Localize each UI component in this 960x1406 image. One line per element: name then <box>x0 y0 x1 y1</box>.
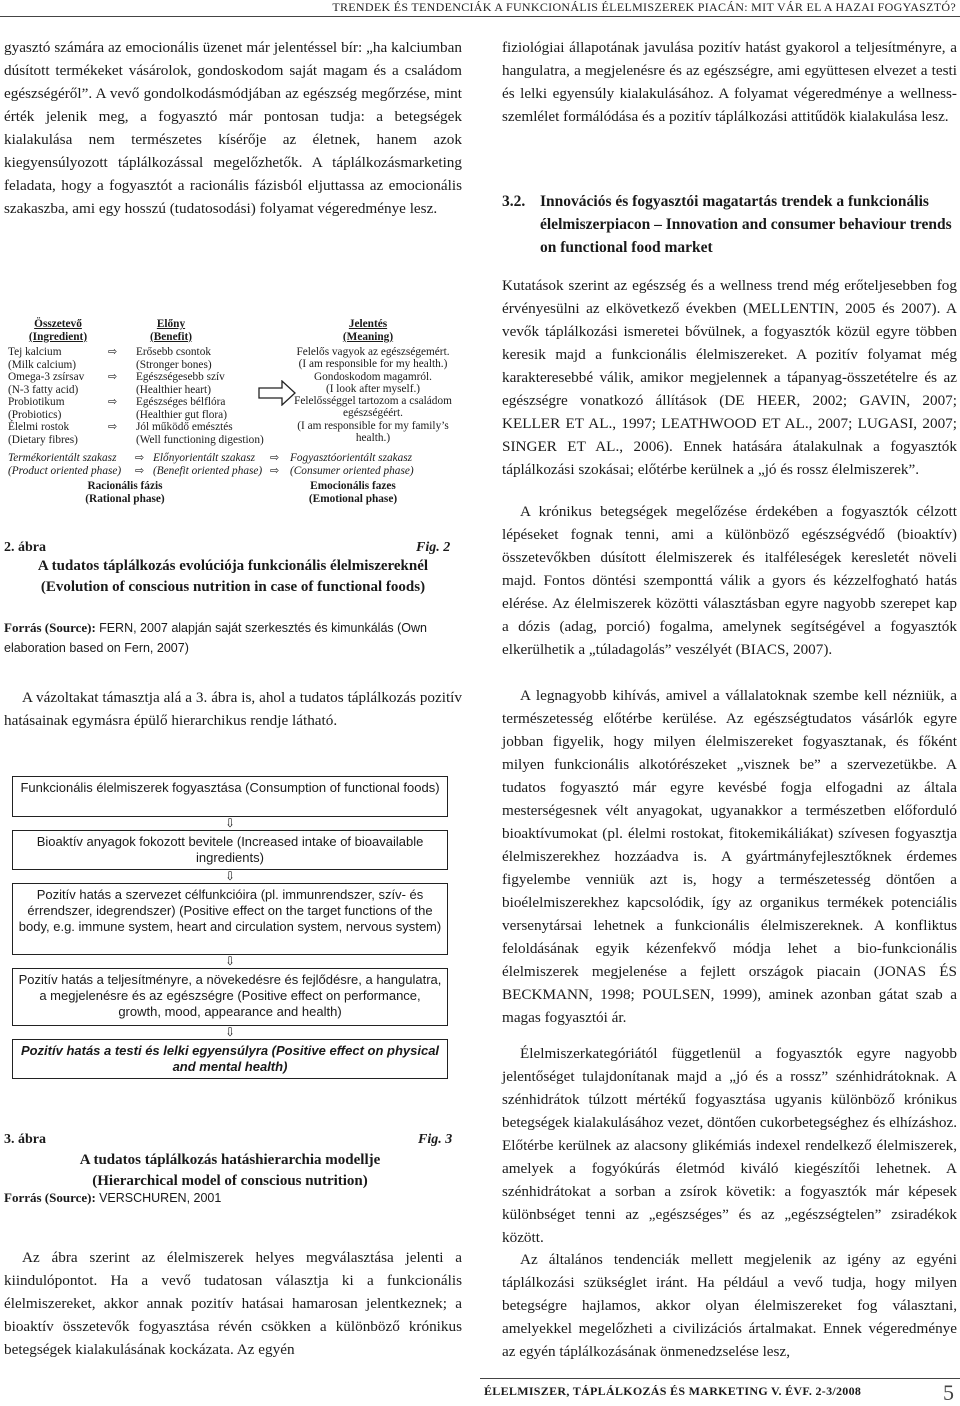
emotional-phase: Emocionális fazes (Emotional phase) <box>308 480 398 505</box>
figure-2-label-en: Fig. 2 <box>416 540 451 555</box>
page-number: 5 <box>943 1380 954 1405</box>
arrow-icon: ⇨ <box>270 452 280 464</box>
benefit-cell: (Healthier gut flora) <box>136 408 227 421</box>
header-rule <box>0 16 960 17</box>
ingredient-cell: Probiotikum <box>8 396 65 408</box>
arrow-icon: ⇨ <box>108 421 118 433</box>
right-paragraph-1: fiziológiai állapotának javulása pozitív hatást gyakorol a teljesítményre, a hangulatra, a megjelenésre és az egészségre, ami együttesen elvezet a testi és lelki egyensúly kialakulásához. A folyamat végeredménye a wellness-szemlélet formálódása és a pozitív táplálkozási attitűdök kialakulása lesz. <box>502 39 957 125</box>
ingredient-cell: Omega-3 zsírsav <box>8 371 85 383</box>
figure-3-label-en: Fig. 3 <box>418 1132 453 1147</box>
section-number: 3.2. <box>502 193 526 210</box>
col-head-ingredient: Összetevő (Ingredient) <box>28 318 88 343</box>
benefit-cell: Egészséges bélflóra <box>136 396 226 408</box>
running-header: TRENDEK ÉS TENDENCIÁK A FUNKCIONÁLIS ÉLELMISZEREK PIACÁN: MIT VÁR EL A HAZAI FOGYASZTÓ? <box>332 0 956 14</box>
journal-footer: ÉLELMISZER, TÁPLÁLKOZÁS ÉS MARKETING V. ÉVF. 2-3/2008 <box>484 1384 862 1398</box>
benefit-cell: Jól működő emésztés <box>136 421 233 433</box>
section-title: Innovációs és fogyasztói magatartás trendek a funkcionális élelmiszerpiacon – Innovation and consumer behaviour trends on functional food market <box>540 193 952 256</box>
right-paragraph-3: A krónikus betegségek megelőzése érdekében a fogyasztók célzott lépéseket fognak tenni, ami a különböző egészségvédő (bioaktív) összetevőkben dúsított élelmiszerek és italféleségek keresletét növeli majd. Fontos döntési szemponttá válik a gyors és kézzelfogható hatás elérése. Az élelmiszerek közötti választásban egyre nagyobb szerepet kap a dózis (adag, porció) fogalma, amelynek segítségével a fogyasztók elkerülhetik a „túladagolás” veszélyét (BIACS, 2007). <box>502 503 957 658</box>
arrow-icon: ⇨ <box>108 371 118 383</box>
figure-3-source: Forrás (Source): VERSCHUREN, 2001 <box>4 1190 222 1205</box>
col-head-meaning: Jelentés (Meaning) <box>342 318 394 343</box>
ingredient-cell: (N-3 fatty acid) <box>8 383 79 396</box>
hierarchy-box-1: Funkcionális élelmiszerek fogyasztása (Consumption of functional foods) <box>12 776 448 817</box>
right-paragraph-5: Élelmiszerkategóriától függetlenül a fogyasztók egyre nagyobb jelentőséget tulajdonítanak majd a „jó és a rossz” szénhidrátoknak. A szénhidrátok túlzott mértékű fogyasztása ugyanis különböző krónikus betegségek kialakulásához vezet, döntően cukorbetegséghez és elhízáshoz. Előtérbe kerülnek az alacsony glikémiás indexel rendelkező élelmiszerek, amelyek a fogyókúrás életmód kiváló kiegészítői lehetnek. A szénhidrátokat a sorban a zsírok követik: a fogyasztók már képesek különbséget tenni az „egészséges” és az „egészségtelen” zsiradékok között. <box>502 1045 957 1246</box>
figure-3-title: A tudatos táplálkozás hatáshierarchia modellje (Hierarchical model of conscious nutrition) <box>79 1152 381 1189</box>
figure-2 <box>8 314 460 510</box>
hierarchy-box-3: Pozitív hatás a szervezet célfunkcióira (pl. immunrendszer, szív- és érrendszer, idegrendszer) (Positive effect on the target functions of the body, e.g. immune system, heart and circulation system, nervous system) <box>12 883 448 955</box>
benefit-cell: (Stronger bones) <box>136 358 212 371</box>
figure-2-label: 2. ábra <box>4 540 46 555</box>
left-paragraph-3: Az ábra szerint az élelmiszerek helyes megválasztása jelenti a kiindulópontot. Ha a vevő tudatosan választja ki a funkcionális élelmiszereket, akkor annak pozitív hatásai hamarosan jelentkeznek; a bioaktív összetevők fogyasztása révén csökken a különböző krónikus betegségek kialakulásának kockázata. Az egyén <box>4 1249 462 1358</box>
ingredient-cell: (Dietary fibres) <box>8 433 78 446</box>
figure-2-title: A tudatos táplálkozás evolúciója funkcionális élelmiszereknél (Evolution of conscious nutrition in case of functional foods) <box>37 558 429 595</box>
hierarchy-box-4: Pozitív hatás a teljesítményre, a növekedésre és fejlődésre, a hangulatra, a megjelenésre és az egészségre (Positive effect on performance, growth, mood, appearance and health) <box>12 968 448 1026</box>
right-paragraph-4: A legnagyobb kihívás, amivel a vállalatoknak szembe kell nézniük, a természetesség előtérbe kerülése. Az egészségtudatos vásárlók egyre jobban figyelik, hogy milyen élelmiszereket fogyasztanak, és főként milyen funkcionális alkotórészeket „visznek be” a szervezetükbe. A tudatos fogyasztó már egyre kevésbé fogja elfogadni az általa mesterségesnek vélt anyagokat, ugyanakkor a természetben előforduló bioaktívumokat (pl. élelmi rostokat, fitokemikáliákat) szívesen fogyasztja élelmiszerekhez hozzáadva is. A gyártmányfejlesztőknek érdemes figyelembe venniük azt is, hogy a természetesség döntően a bioélelmiszerekhez kapcsolódik, így az organikus termékek potenciális versenytársai lehetnek a funkcionális élelmiszereknek. A konfliktus feloldásának egyik kézenfekvő módja lehet a bio-funkcionális élelmiszerek megjelenése a fejlett országok piacain (JONAS ÉS BECKMANN, 1998; POULSEN, 1999), aminek azonban gátat szab a magas fogyasztói ár. <box>502 687 957 1026</box>
arrow-icon: ⇨ <box>108 346 118 358</box>
down-arrow-icon: ⇩ <box>224 869 236 883</box>
ingredient-cell: (Milk calcium) <box>8 358 77 371</box>
arrow-icon: ⇨ <box>270 465 280 477</box>
arrow-icon: ⇨ <box>108 396 118 408</box>
meaning-text: Felelős vagyok az egészségemért. (I am responsible for my health.) Gondoskodom magamról. (I look after myself.) Felelősséggel tartozom a családom egészségéért. (I am responsible for my family’s health.) <box>294 346 452 445</box>
left-paragraph-1: gyasztó számára az emocionális üzenet már jelentéssel bír: „ha kalciumban dúsított termékeket vásárolok, gondoskodom saját magam és a családom egészségéről”. A vevő gondolkodásmódjában az egészség megőrzése, mint érték jelenik meg, a fogyasztó már pontosan tudja: a betegségek kialakulása nem természetes kísérője az életnek, hanem azok kiegyensúlyozott táplálkozással megelőzhetők. A táplálkozásmarketing feladata, hogy a fogyasztót a racionális fázisból eljuttassa az emocionális szakaszba, ami egy hosszú (tudatosodási) folyamat végeredménye lesz. <box>4 39 462 217</box>
hierarchy-box-2: Bioaktív anyagok fokozott bevitele (Increased intake of bioavailable ingredients) <box>12 830 448 870</box>
phase-benefit: Előnyorientált szakasz (Benefit oriented phase) <box>153 452 263 477</box>
benefit-cell: (Healthier heart) <box>136 383 211 396</box>
phase-consumer: Fogyasztóorientált szakasz (Consumer oriented phase) <box>290 452 414 477</box>
benefit-cell: Egészségesebb szív <box>136 371 225 383</box>
ingredient-cell: Élelmi rostok <box>8 421 70 433</box>
col-head-benefit: Előny (Benefit) <box>149 318 193 343</box>
figure-3-label: 3. ábra <box>4 1132 46 1147</box>
right-paragraph-2: Kutatások szerint az egészség és a wellness trend még erőteljesebben fog érvényesülni az elkövetkező években (MELLENTIN, 2005 és 2007). A vevők táplálkozási ismeretei bővülnek, a fogyasztók közül egyre többen keresik majd a funkcionális élelmiszereket. A pozitív folyamat még karakteresebbé válik, amikor megjelennek a tápanyag-összetételre és az egészségre vonatkozó állítások (DE HEER, 2002; GAVIN, 2007; KELLER ET AL., 1997; LEATHWOOD ET AL., 2007; LUGASI, 2007; SINGER ET AL., 2006). Ennek hatására átalakulnak a fogyasztók táplálkozási szokásai; előtérbe kerülnek a „jó és rossz élelmiszerek”. <box>502 277 957 478</box>
rational-phase: Racionális fázis (Rational phase) <box>85 480 165 505</box>
benefit-cell: (Well functioning digestion) <box>136 433 264 446</box>
arrow-icon: ⇨ <box>135 465 145 477</box>
figure-3 <box>12 776 448 1079</box>
hierarchy-box-5: Pozitív hatás a testi és lelki egyensúlyra (Positive effect on physical and mental health) <box>12 1039 448 1079</box>
down-arrow-icon: ⇩ <box>224 954 236 968</box>
phase-product: Termékorientált szakasz (Product oriented phase) <box>8 452 122 477</box>
right-paragraph-6: Az általános tendenciák mellett megjelenik az igény az egyéni táplálkozási szükséglet iránt. Ha például a vevő tudja, hogy milyen betegségre hajlamos, akkor olyan élelmiszereket fog választani, amelyekkel megelőzheti a civilizációs ártalmakat. Ennek végeredménye az egyén táplálkozásának önmenedzselése lesz, <box>502 1251 957 1360</box>
figure-2-source: Forrás (Source): FERN, 2007 alapján saját szerkesztés és kimunkálás (Own elaboration based on Fern, 2007) <box>4 620 427 655</box>
arrow-icon: ⇨ <box>135 452 145 464</box>
benefit-cell: Erősebb csontok <box>136 346 211 358</box>
ingredient-cell: Tej kalcium <box>8 346 62 358</box>
left-paragraph-2: A vázoltakat támasztja alá a 3. ábra is, ahol a tudatos táplálkozás pozitív hatásainak egymásra épülő hierarchikus rendje látható. <box>4 689 462 729</box>
footer-rule <box>480 1378 960 1379</box>
down-arrow-icon: ⇩ <box>224 1025 236 1039</box>
down-arrow-icon: ⇩ <box>224 816 236 830</box>
ingredient-cell: (Probiotics) <box>8 408 62 421</box>
